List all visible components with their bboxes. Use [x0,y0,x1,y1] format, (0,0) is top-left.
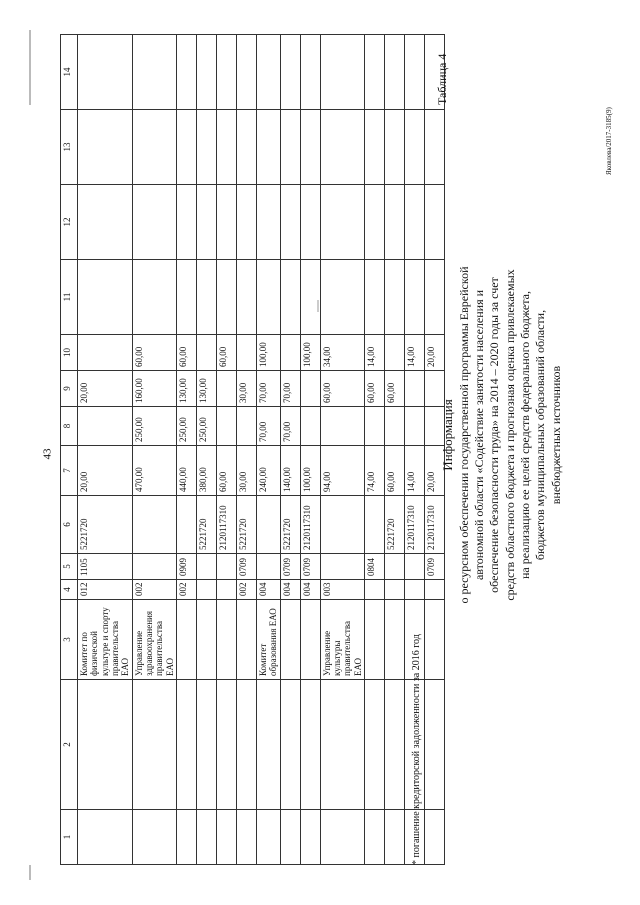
table-cell [132,185,176,260]
table-cell: 100,00 [257,335,281,371]
table-cell [237,260,257,335]
table-cell [300,185,320,260]
table-cell [320,260,364,335]
column-header: 12 [61,185,78,260]
table-cell [320,496,364,554]
table-cell: Управление здравоохранения правительства ЕАО [132,600,176,680]
table-cell [280,110,300,185]
table-cell [217,554,237,580]
heading-line: автономной области «Содействие занятости населения и [471,289,486,581]
table-cell [257,185,281,260]
table-cell: 0804 [365,554,385,580]
table-cell [385,580,405,600]
table-cell [365,680,385,810]
table-row [237,35,257,865]
column-header: 7 [61,446,78,496]
column-header: 9 [61,371,78,407]
table-cell [78,407,133,446]
table-cell: 5221720 [197,496,217,554]
table-cell: 2120117310 [300,496,320,554]
table-cell: 240,00 [257,446,281,496]
table-cell [385,407,405,446]
document-heading [440,155,564,715]
rotated-page-content [60,35,640,865]
column-header: 8 [61,407,78,446]
table-cell: 140,00 [280,446,300,496]
table-cell [257,554,281,580]
table-cell: 2120117310 [217,496,237,554]
table-cell: 0709 [425,554,445,580]
table-cell [365,407,385,446]
table-cell: 60,00 [320,371,364,407]
table-cell [237,185,257,260]
table-cell [365,35,385,110]
table-cell [177,260,197,335]
table-row [217,35,237,865]
table-cell: 012 [78,580,133,600]
table-cell [405,371,425,407]
table-cell [280,600,300,680]
column-header: 3 [61,600,78,680]
table-cell [280,35,300,110]
table-cell: 0709 [300,554,320,580]
table-cell [365,496,385,554]
table-cell: 0709 [237,554,257,580]
table-cell: 003 [320,580,364,600]
table-cell [257,35,281,110]
column-header: 10 [61,335,78,371]
table-cell [78,260,133,335]
table-cell [320,110,364,185]
column-header: 1 [61,810,78,865]
table-cell: 74,00 [365,446,385,496]
table-cell [385,110,405,185]
table-cell [197,335,217,371]
table-label: Таблица 4 [435,53,449,105]
column-header: 14 [61,35,78,110]
table-cell [237,335,257,371]
table-cell [385,554,405,580]
table-cell [385,600,405,680]
table-cell [405,260,425,335]
table-cell: 20,00 [425,335,445,371]
table-cell: 60,00 [385,371,405,407]
table-cell [177,35,197,110]
table-cell: 20,00 [78,371,133,407]
table-row [177,35,197,865]
table-cell: 20,00 [78,446,133,496]
table-cell [217,600,237,680]
table-cell [320,35,364,110]
table-cell [300,260,320,335]
table-cell [132,35,176,110]
table-row [280,35,300,865]
table-cell [237,407,257,446]
table-cell [405,35,425,110]
table-cell [78,110,133,185]
table-cell: 30,00 [237,371,257,407]
table-cell [405,554,425,580]
table-cell: 60,00 [365,371,385,407]
table-cell [257,110,281,185]
table-cell: 70,00 [257,371,281,407]
table-cell: 14,00 [365,335,385,371]
heading-line: внебюджетных источников [548,365,563,505]
table-cell [405,110,425,185]
table-cell [132,680,176,810]
table-cell [177,110,197,185]
table-cell: 0909 [177,554,197,580]
table-cell [177,185,197,260]
table-cell [365,110,385,185]
table-row [320,35,364,865]
table-cell [365,185,385,260]
heading-title: Информация [440,399,455,471]
table-cell [217,407,237,446]
table-cell [320,185,364,260]
table-cell: 60,00 [132,335,176,371]
table-cell [257,680,281,810]
heading-line: средств областного бюджета и прогнозная оценка привлекаемых [502,269,517,601]
table-cell [300,810,320,865]
table-cell [197,680,217,810]
table-cell: 002 [132,580,176,600]
resource-table [60,34,445,865]
table-row [385,35,405,865]
table-cell [78,35,133,110]
heading-line: о ресурсном обеспечении государственной программы Еврейской [456,266,471,604]
table-cell [405,185,425,260]
table-cell [177,680,197,810]
table-cell [280,260,300,335]
table-row [132,35,176,865]
table-row [78,35,133,865]
table-cell [320,810,364,865]
table-cell [217,185,237,260]
table-cell: 100,00 [300,335,320,371]
table-cell [280,335,300,371]
table-cell: Комитет по физической культуре и спорту правительства ЕАО [78,600,133,680]
table-cell [217,580,237,600]
table-cell: 004 [280,580,300,600]
table-row [197,35,217,865]
table-cell [365,580,385,600]
table-cell [385,185,405,260]
table-cell: 20,00 [425,446,445,496]
table-cell [385,260,405,335]
table-cell: 30,00 [237,446,257,496]
table-cell [197,260,217,335]
table-cell [280,810,300,865]
table-cell [237,810,257,865]
table-cell [257,260,281,335]
table-cell [385,335,405,371]
table-cell [385,680,405,810]
table-cell: 160,00 [132,371,176,407]
table-cell [425,810,445,865]
table-cell: 440,00 [177,446,197,496]
table-row [300,35,320,865]
column-header: 11 [61,260,78,335]
author-stamp: Яковлева/2017-3185(9) [605,107,613,175]
table-cell [300,110,320,185]
table-cell [300,35,320,110]
table-cell: 0709 [280,554,300,580]
table-cell: 1105 [78,554,133,580]
table-cell [405,580,425,600]
table-cell: 380,00 [197,446,217,496]
table-cell [197,35,217,110]
table-cell: 60,00 [217,335,237,371]
table-cell [257,810,281,865]
table-cell: 250,00 [197,407,217,446]
table-cell [237,680,257,810]
table-cell [280,185,300,260]
table-row [365,35,385,865]
table-cell: 34,00 [320,335,364,371]
table-cell: Управление культуры правительства ЕАО [320,600,364,680]
column-header: 5 [61,554,78,580]
table-cell: 470,00 [132,446,176,496]
column-header: 2 [61,680,78,810]
table-cell [300,680,320,810]
table-cell: 250,00 [132,407,176,446]
heading-line: обеспечение безопасности труда» на 2014 – 2020 годы за счет [487,277,502,593]
table-cell [280,680,300,810]
table-cell [365,600,385,680]
table-cell [197,554,217,580]
page-number: 43 [41,448,54,460]
table-cell [320,680,364,810]
table-cell [197,580,217,600]
table-cell: 130,00 [197,371,217,407]
table-cell [237,110,257,185]
table-cell: 14,00 [405,335,425,371]
table-cell: 70,00 [280,371,300,407]
table-cell: 250,00 [177,407,197,446]
table-cell: 130,00 [177,371,197,407]
table-cell [217,110,237,185]
table-cell: 94,00 [320,446,364,496]
table-cell: 60,00 [217,446,237,496]
table-cell [300,407,320,446]
table-cell [78,680,133,810]
column-header: 13 [61,110,78,185]
table-cell [217,371,237,407]
table-cell [365,260,385,335]
table-cell: 5221720 [237,496,257,554]
table-cell [365,810,385,865]
table-cell: 002 [177,580,197,600]
table-cell [197,810,217,865]
table-cell: 14,00 [405,446,425,496]
table-cell [197,185,217,260]
table-cell: 70,00 [257,407,281,446]
table-cell: 5221720 [280,496,300,554]
table-cell [300,371,320,407]
table-cell [257,496,281,554]
table-cell [237,35,257,110]
table-cell: 2120117310 [405,496,425,554]
table-cell [320,407,364,446]
table-cell: 004 [300,580,320,600]
table-cell [217,680,237,810]
table-cell [217,35,237,110]
table-cell [132,260,176,335]
table-cell [177,496,197,554]
table-cell [132,554,176,580]
table-cell: Комитет образования ЕАО [257,600,281,680]
table-cell [197,110,217,185]
table-row [257,35,281,865]
table-cell [132,496,176,554]
table-cell [197,600,217,680]
table-cell [320,554,364,580]
heading-line: бюджетов муниципальных образований области, [533,309,548,561]
heading-line: на реализацию ее целей средств федерального бюджета, [518,291,533,579]
table-cell: 5221720 [385,496,405,554]
table-cell: 002 [237,580,257,600]
table-cell: 2120117310 [425,496,445,554]
table-cell [217,260,237,335]
table-cell: 60,00 [385,446,405,496]
table-cell [405,407,425,446]
table-cell: 004 [257,580,281,600]
table-cell [385,810,405,865]
table-cell [177,810,197,865]
table-cell [132,810,176,865]
column-header: 6 [61,496,78,554]
table-cell [300,600,320,680]
table-cell [177,600,197,680]
table-cell: 60,00 [177,335,197,371]
table-cell [78,335,133,371]
table-cell: 100,00 [300,446,320,496]
column-header: 4 [61,580,78,600]
table-cell: 70,00 [280,407,300,446]
table-cell [385,35,405,110]
table-cell [132,110,176,185]
table-cell: 5221720 [78,496,133,554]
footnote: * погашение кредиторской задолженности за 2016 год [411,634,422,865]
table-cell [237,600,257,680]
table-cell [78,185,133,260]
table-cell [217,810,237,865]
table-header-row [61,35,78,865]
table-cell [78,810,133,865]
